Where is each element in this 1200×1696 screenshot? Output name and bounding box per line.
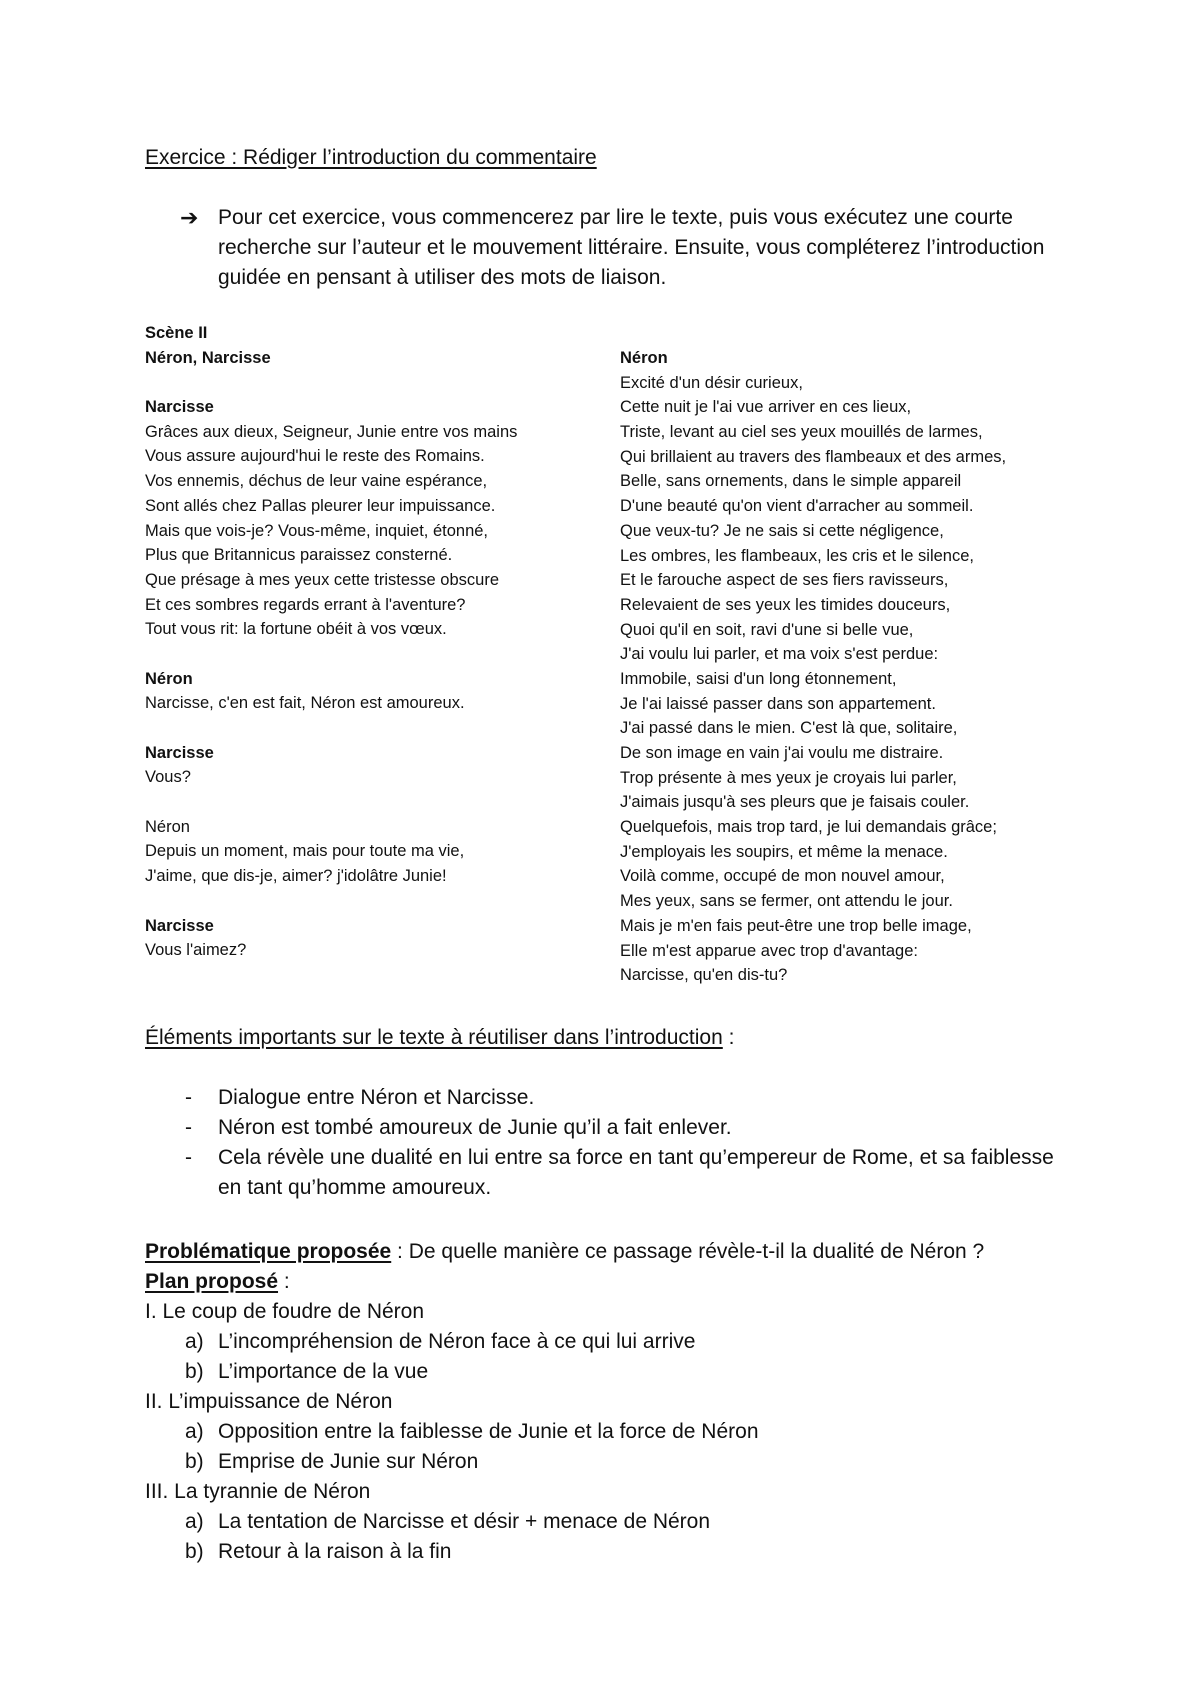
verse-line: Belle, sans ornements, dans le simple appareil <box>620 472 962 491</box>
verse-line: J'employais les soupirs, et même la menace. <box>620 842 948 861</box>
verse-line: Vos ennemis, déchus de leur vaine espérance, <box>145 472 488 491</box>
verse-line: De son image en vain j'ai voulu me distraire. <box>620 744 944 762</box>
elements-heading <box>145 1026 734 1050</box>
verse-line: Quoi qu'il en soit, ravi d'une si belle vue, <box>620 620 914 639</box>
verse-line: Plus que Britannicus paraissez consterné. <box>145 546 453 565</box>
subpart-label: b) <box>185 1360 204 1383</box>
elements-heading-suffix: : <box>722 1026 735 1049</box>
verse-line: Immobile, saisi d'un long étonnement, <box>620 669 897 688</box>
verse-line: Elle m'est apparue avec trop d'avantage: <box>620 941 918 960</box>
verse-line: Mais je m'en fais peut-être une trop belle image, <box>620 916 972 935</box>
subpart-text: Retour à la raison à la fin <box>218 1540 452 1563</box>
subpart-text: Emprise de Junie sur Néron <box>218 1450 479 1473</box>
plan-part-title: I. Le coup de foudre de Néron <box>145 1300 425 1323</box>
verse-line: Depuis un moment, mais pour toute ma vie, <box>145 842 465 861</box>
verse-line: Relevaient de ses yeux les timides douceurs, <box>620 595 951 614</box>
plan-heading <box>145 1267 1105 1297</box>
verse-line: Triste, levant au ciel ses yeux mouillés de larmes, <box>620 423 983 442</box>
verse-line: Tout vous rit: la fortune obéit à vos vœux. <box>145 620 447 639</box>
verse-line: Je l'ai laissé passer dans son appartement. <box>620 694 936 713</box>
verse-line: Que présage à mes yeux cette tristesse obscure <box>145 570 500 589</box>
subpart-text: L’incompréhension de Néron face à ce qui lui arrive <box>218 1330 696 1353</box>
subpart-label: a) <box>185 1420 204 1443</box>
speaker-label: Narcisse <box>145 398 214 417</box>
blank-line <box>145 642 615 667</box>
subpart-text: Opposition entre la faiblesse de Junie et la force de Néron <box>218 1420 759 1443</box>
plan-subpart <box>145 1327 1105 1357</box>
speaker-label: Néron <box>145 669 193 688</box>
plan-label-suffix: : <box>278 1270 290 1293</box>
problematique-line <box>145 1237 1105 1267</box>
plan-subpart <box>145 1417 1105 1447</box>
blank-line <box>145 790 615 815</box>
verse-line: Cette nuit je l'ai vue arriver en ces lieux, <box>620 398 912 417</box>
verse-line: Quelquefois, mais trop tard, je lui demandais grâce; <box>620 818 997 837</box>
verse-line: Mais que vois-je? Vous-même, inquiet, étonné, <box>145 521 489 540</box>
list-item <box>145 1113 1065 1143</box>
blank-line <box>145 716 615 741</box>
plan-subpart <box>145 1357 1105 1387</box>
text-column-right <box>620 346 1120 988</box>
speaker-label: Narcisse <box>145 743 214 762</box>
problematique-text: : De quelle manière ce passage révèle-t-il la dualité de Néron ? <box>391 1240 985 1263</box>
plan-subpart <box>145 1507 1105 1537</box>
plan-part-title: II. L’impuissance de Néron <box>145 1390 393 1413</box>
list-item-text: Néron est tombé amoureux de Junie qu’il a fait enlever. <box>218 1116 732 1139</box>
arrow-right-icon: ➔ <box>180 205 199 230</box>
verse-line: Et le farouche aspect de ses fiers ravisseurs, <box>620 571 949 590</box>
exercise-title: Exercice : Rédiger l’introduction du commentaire <box>145 146 597 169</box>
subpart-text: La tentation de Narcisse et désir + menace de Néron <box>218 1510 711 1533</box>
subpart-label: b) <box>185 1450 204 1473</box>
verse-line: Et ces sombres regards errant à l'aventure? <box>145 595 466 614</box>
verse-line: Narcisse, qu'en dis-tu? <box>620 966 788 985</box>
plan-label: Plan proposé <box>145 1270 279 1293</box>
blank-line <box>145 370 615 395</box>
verse-line: Sont allés chez Pallas pleurer leur impuissance. <box>145 496 496 515</box>
elements-heading-text: Éléments importants sur le texte à réutiliser dans l’introduction <box>145 1026 723 1049</box>
verse-line: Que veux-tu? Je ne sais si cette négligence, <box>620 521 944 540</box>
plan-subpart <box>145 1537 1105 1567</box>
verse-line: Excité d'un désir curieux, <box>620 373 803 392</box>
list-item <box>145 1143 1065 1203</box>
speaker-label: Néron, Narcisse <box>145 348 271 367</box>
subpart-text: L’importance de la vue <box>218 1360 429 1383</box>
list-item-text: Cela révèle une dualité en lui entre sa force en tant qu’empereur de Rome, et sa faiblesse en tant qu’homme amoureux. <box>218 1146 1054 1199</box>
speaker-label: Scène II <box>145 324 208 342</box>
verse-line: Mes yeux, sans se fermer, ont attendu le jour. <box>620 892 953 911</box>
plan-section <box>145 1237 1105 1567</box>
verse-line: Les ombres, les flambeaux, les cris et le silence, <box>620 546 974 565</box>
speaker-label: Néron <box>620 349 668 367</box>
dash-bullet: - <box>185 1146 192 1169</box>
verse-line: Qui brillaient au travers des flambeaux et des armes, <box>620 447 1007 466</box>
verse-line: Néron <box>145 817 190 836</box>
subpart-label: a) <box>185 1510 204 1533</box>
blank-line <box>145 889 615 914</box>
dash-bullet: - <box>185 1116 192 1139</box>
verse-line: Vous assure aujourd'hui le reste des Romains. <box>145 447 485 466</box>
verse-line: J'ai passé dans le mien. C'est là que, solitaire, <box>620 719 958 738</box>
dash-bullet: - <box>185 1086 192 1109</box>
verse-line: J'aime, que dis-je, aimer? j'idolâtre Junie! <box>145 867 447 886</box>
list-item <box>145 1083 1065 1113</box>
instruction-text: Pour cet exercice, vous commencerez par lire le texte, puis vous exécutez une courte recherche sur l’auteur et le mouvement littéraire. Ensuite, vous compléterez l’introduction guidée en pensant à utiliser des mots de liaison. <box>218 206 1045 289</box>
verse-line: Vous? <box>145 768 191 787</box>
verse-line: Voilà comme, occupé de mon nouvel amour, <box>620 867 945 886</box>
verse-line: Narcisse, c'en est fait, Néron est amoureux. <box>145 694 465 713</box>
problematique-label: Problématique proposée <box>145 1240 392 1263</box>
elements-list <box>145 1083 1065 1203</box>
list-item-text: Dialogue entre Néron et Narcisse. <box>218 1086 535 1109</box>
verse-line: Grâces aux dieux, Seigneur, Junie entre vos mains <box>145 422 518 441</box>
verse-line: Trop présente à mes yeux je croyais lui parler, <box>620 768 957 787</box>
subpart-label: a) <box>185 1330 204 1353</box>
plan-subpart <box>145 1447 1105 1477</box>
speaker-label: Narcisse <box>145 916 214 935</box>
verse-line: D'une beauté qu'on vient d'arracher au sommeil. <box>620 497 974 516</box>
verse-line: J'ai voulu lui parler, et ma voix s'est perdue: <box>620 645 939 664</box>
text-column-left <box>145 321 615 963</box>
verse-line: Vous l'aimez? <box>145 941 247 960</box>
subpart-label: b) <box>185 1540 204 1563</box>
plan-part-title: III. La tyrannie de Néron <box>145 1480 371 1503</box>
verse-line: J'aimais jusqu'à ses pleurs que je faisais couler. <box>620 793 970 812</box>
